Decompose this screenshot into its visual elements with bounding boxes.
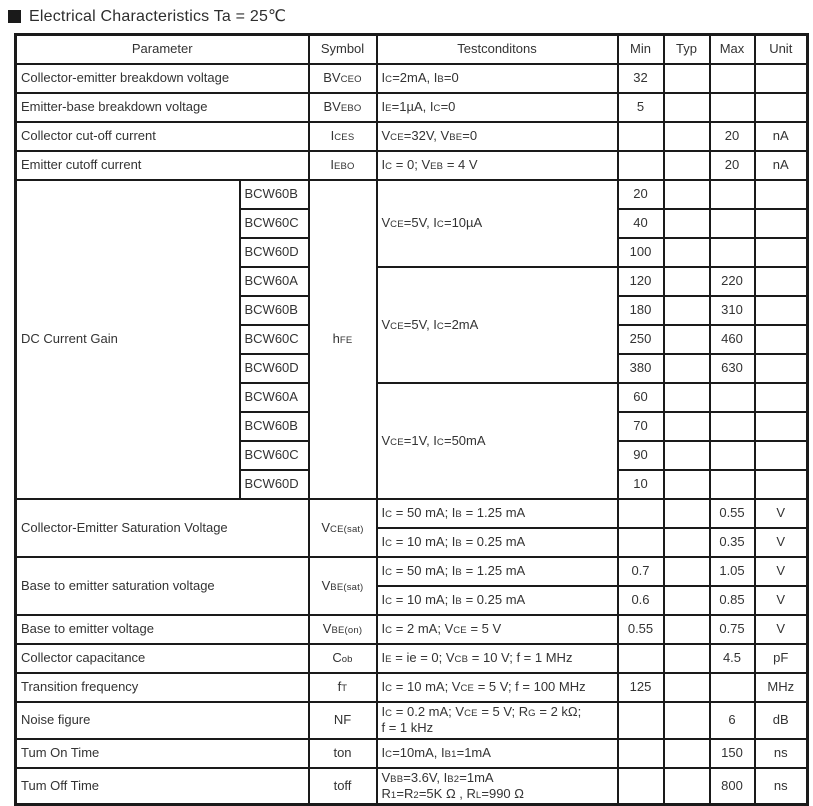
value-cell: 630 [710, 354, 755, 383]
column-header-symbol: Symbol [309, 35, 377, 65]
column-header-min: Min [618, 35, 664, 65]
value-cell [710, 93, 755, 122]
value-cell [664, 586, 710, 615]
value-cell: V [755, 499, 808, 528]
value-cell [664, 702, 710, 739]
filled-square-icon [8, 10, 21, 23]
value-cell: 800 [710, 768, 755, 805]
value-cell: 70 [618, 412, 664, 441]
symbol-cell: VCE(sat) [309, 499, 377, 557]
value-cell: 120 [618, 267, 664, 296]
table-row [16, 122, 808, 151]
value-cell [664, 151, 710, 180]
symbol-cell: fT [309, 673, 377, 702]
value-cell [710, 180, 755, 209]
value-cell [710, 209, 755, 238]
column-header-max: Max [710, 35, 755, 65]
subscript: BE(on) [331, 625, 363, 637]
subscript: CE [390, 436, 404, 448]
subscript: CE [390, 320, 404, 332]
value-cell [710, 470, 755, 499]
test-condition-cell: IC = 0; VEB = 4 V [377, 151, 618, 180]
value-cell: 0.35 [710, 528, 755, 557]
value-cell: ns [755, 768, 808, 805]
subscript: CB [454, 654, 469, 666]
symbol-cell: ICES [309, 122, 377, 151]
table-row [16, 557, 808, 586]
subscript: G [528, 708, 536, 719]
subscript: EB [430, 161, 444, 173]
subscript: C [385, 538, 393, 550]
parameter-cell: Emitter-base breakdown voltage [16, 93, 309, 122]
value-cell: V [755, 528, 808, 557]
value-cell [618, 739, 664, 768]
test-condition-cell: IC = 10 mA; IB = 0.25 mA [377, 528, 618, 557]
parameter-cell: Collector-Emitter Saturation Voltage [16, 499, 309, 557]
value-cell [664, 644, 710, 673]
value-cell [618, 644, 664, 673]
value-cell [664, 768, 710, 805]
table-row [16, 702, 808, 739]
value-cell: 0.55 [710, 499, 755, 528]
subscript: CE [453, 625, 467, 637]
value-cell: V [755, 586, 808, 615]
value-cell: 1.05 [710, 557, 755, 586]
section-title [0, 0, 813, 30]
test-condition-cell: IC=10mA, IB1=1mA [377, 739, 618, 768]
value-cell [755, 383, 808, 412]
parameter-cell: Base to emitter saturation voltage [16, 557, 309, 615]
parameter-cell: Tum On Time [16, 739, 309, 768]
section-title-text: Electrical Characteristics Ta = 25℃ [29, 8, 287, 25]
table-row [16, 739, 808, 768]
symbol-cell: ton [309, 739, 377, 768]
value-cell [664, 441, 710, 470]
table-row [16, 673, 808, 702]
value-cell: 100 [618, 238, 664, 267]
value-cell [664, 238, 710, 267]
symbol-cell: BVCEO [309, 64, 377, 93]
value-cell [664, 412, 710, 441]
value-cell: 20 [618, 180, 664, 209]
value-cell: 310 [710, 296, 755, 325]
value-cell [664, 296, 710, 325]
test-condition-cell: IE = ie = 0; VCB = 10 V; f = 1 MHz [377, 644, 618, 673]
value-cell [710, 441, 755, 470]
value-cell: 90 [618, 441, 664, 470]
test-condition-cell: IE=1µA, IC=0 [377, 93, 618, 122]
test-condition-cell: VCE=5V, IC=2mA [377, 267, 618, 383]
symbol-cell: hFE [309, 180, 377, 499]
value-cell: 20 [710, 151, 755, 180]
value-cell [664, 209, 710, 238]
symbol-cell: NF [309, 702, 377, 739]
table-row [16, 180, 808, 209]
value-cell [664, 354, 710, 383]
table-row [16, 64, 808, 93]
value-cell [755, 354, 808, 383]
value-cell [755, 64, 808, 93]
subscript: ob [341, 654, 353, 666]
value-cell: 10 [618, 470, 664, 499]
value-cell [618, 499, 664, 528]
value-cell [755, 470, 808, 499]
value-cell [618, 122, 664, 151]
table-row [16, 151, 808, 180]
subscript: CES [334, 132, 355, 144]
test-condition-cell: VBB=3.6V, IB2=1mA R1=R2=5K Ω , RL=990 Ω [377, 768, 618, 805]
parameter-cell: DC Current Gain [16, 180, 240, 499]
subscript: CE [460, 683, 475, 695]
subscript: BB [390, 773, 404, 785]
value-cell: 6 [710, 702, 755, 739]
test-condition-cell: IC = 0.2 mA; VCE = 5 V; RG = 2 kΩ; f = 1 kHz [377, 702, 618, 739]
subscript: E [385, 103, 392, 115]
subscript: 1 [390, 789, 397, 801]
value-cell: 0.55 [618, 615, 664, 644]
subscript: 2 [413, 789, 419, 801]
value-cell: 5 [618, 93, 664, 122]
device-type-cell: BCW60B [240, 412, 309, 441]
subscript: BE [449, 132, 463, 144]
value-cell: nA [755, 122, 808, 151]
subscript: C [385, 683, 393, 695]
parameter-cell: Emitter cutoff current [16, 151, 309, 180]
test-condition-cell: VCE=1V, IC=50mA [377, 383, 618, 499]
table-row [16, 615, 808, 644]
symbol-cell: Cob [309, 644, 377, 673]
test-condition-cell: IC = 50 mA; IB = 1.25 mA [377, 499, 618, 528]
device-type-cell: BCW60D [240, 238, 309, 267]
table-body [16, 64, 808, 805]
symbol-cell: toff [309, 768, 377, 805]
value-cell: 220 [710, 267, 755, 296]
value-cell [664, 93, 710, 122]
value-cell: 32 [618, 64, 664, 93]
subscript: EBO [333, 161, 355, 173]
value-cell: 0.75 [710, 615, 755, 644]
parameter-cell: Collector capacitance [16, 644, 309, 673]
subscript: C [436, 436, 444, 448]
test-condition-cell: VCE=32V, VBE=0 [377, 122, 618, 151]
value-cell: 4.5 [710, 644, 755, 673]
value-cell [755, 180, 808, 209]
table-row [16, 644, 808, 673]
value-cell [618, 151, 664, 180]
value-cell: 460 [710, 325, 755, 354]
electrical-characteristics-table [14, 33, 809, 806]
value-cell [618, 528, 664, 557]
parameter-cell: Noise figure [16, 702, 309, 739]
subscript: E [385, 654, 392, 666]
value-cell [664, 180, 710, 209]
value-cell: 0.85 [710, 586, 755, 615]
subscript: B2 [447, 773, 460, 785]
value-cell [710, 412, 755, 441]
value-cell [664, 325, 710, 354]
value-cell [664, 383, 710, 412]
subscript: B [455, 596, 462, 608]
subscript: CE [390, 219, 404, 231]
column-header-parameter: Parameter [16, 35, 309, 65]
subscript: CE(sat) [330, 523, 364, 535]
table-row [16, 93, 808, 122]
symbol-cell: BVEBO [309, 93, 377, 122]
value-cell: 0.6 [618, 586, 664, 615]
subscript: CE [464, 708, 478, 719]
value-cell [755, 412, 808, 441]
value-cell: V [755, 615, 808, 644]
value-cell [755, 296, 808, 325]
subscript: C [385, 596, 393, 608]
value-cell: 60 [618, 383, 664, 412]
subscript: B [455, 509, 462, 521]
subscript: B [437, 74, 444, 86]
value-cell [710, 673, 755, 702]
value-cell: 0.7 [618, 557, 664, 586]
value-cell [664, 528, 710, 557]
value-cell [664, 470, 710, 499]
value-cell: dB [755, 702, 808, 739]
table-row [16, 768, 808, 805]
value-cell: 150 [710, 739, 755, 768]
symbol-cell: VBE(on) [309, 615, 377, 644]
parameter-cell: Tum Off Time [16, 768, 309, 805]
value-cell [755, 209, 808, 238]
subscript: C [385, 161, 393, 173]
device-type-cell: BCW60B [240, 296, 309, 325]
value-cell [664, 739, 710, 768]
value-cell: 125 [618, 673, 664, 702]
device-type-cell: BCW60C [240, 441, 309, 470]
value-cell [755, 93, 808, 122]
value-cell: 380 [618, 354, 664, 383]
subscript: FE [339, 335, 353, 347]
parameter-cell: Collector cut-off current [16, 122, 309, 151]
subscript: C [385, 708, 393, 719]
subscript: B [455, 567, 462, 579]
value-cell: V [755, 557, 808, 586]
test-condition-cell: IC = 2 mA; VCE = 5 V [377, 615, 618, 644]
table-row [16, 499, 808, 528]
symbol-cell: IEBO [309, 151, 377, 180]
value-cell [664, 267, 710, 296]
subscript: CEO [340, 74, 362, 86]
subscript: T [341, 683, 348, 695]
device-type-cell: BCW60C [240, 209, 309, 238]
value-cell: MHz [755, 673, 808, 702]
parameter-cell: Collector-emitter breakdown voltage [16, 64, 309, 93]
symbol-cell: VBE(sat) [309, 557, 377, 615]
value-cell [618, 702, 664, 739]
column-header-unit: Unit [755, 35, 808, 65]
value-cell: 180 [618, 296, 664, 325]
subscript: L [475, 789, 482, 801]
subscript: C [385, 625, 393, 637]
parameter-cell: Transition frequency [16, 673, 309, 702]
value-cell [710, 64, 755, 93]
value-cell [664, 64, 710, 93]
test-condition-cell: IC = 10 mA; IB = 0.25 mA [377, 586, 618, 615]
subscript: C [385, 74, 393, 86]
value-cell [664, 122, 710, 151]
subscript: B [455, 538, 462, 550]
test-condition-cell: IC=2mA, IB=0 [377, 64, 618, 93]
value-cell [664, 557, 710, 586]
subscript: C [433, 103, 441, 115]
table-header-row [16, 35, 808, 65]
value-cell: nA [755, 151, 808, 180]
test-condition-cell: VCE=5V, IC=10µA [377, 180, 618, 267]
subscript: C [436, 320, 444, 332]
subscript: EBO [340, 103, 362, 115]
test-condition-cell: IC = 50 mA; IB = 1.25 mA [377, 557, 618, 586]
subscript: CE [390, 132, 404, 144]
value-cell: 20 [710, 122, 755, 151]
subscript: C [385, 509, 393, 521]
value-cell: 40 [618, 209, 664, 238]
device-type-cell: BCW60C [240, 325, 309, 354]
value-cell [618, 768, 664, 805]
device-type-cell: BCW60A [240, 267, 309, 296]
device-type-cell: BCW60B [240, 180, 309, 209]
parameter-cell: Base to emitter voltage [16, 615, 309, 644]
value-cell [664, 615, 710, 644]
value-cell: 250 [618, 325, 664, 354]
device-type-cell: BCW60D [240, 354, 309, 383]
value-cell [710, 383, 755, 412]
test-condition-cell: IC = 10 mA; VCE = 5 V; f = 100 MHz [377, 673, 618, 702]
subscript: BE(sat) [330, 581, 364, 593]
value-cell: pF [755, 644, 808, 673]
value-cell [755, 238, 808, 267]
value-cell [755, 325, 808, 354]
value-cell [664, 499, 710, 528]
value-cell: ns [755, 739, 808, 768]
subscript: C [385, 567, 393, 579]
subscript: C [385, 748, 393, 760]
subscript: C [436, 219, 444, 231]
value-cell [755, 441, 808, 470]
subscript: B1 [444, 748, 457, 760]
value-cell [664, 673, 710, 702]
device-type-cell: BCW60A [240, 383, 309, 412]
column-header-testconditons: Testconditons [377, 35, 618, 65]
device-type-cell: BCW60D [240, 470, 309, 499]
value-cell [755, 267, 808, 296]
column-header-typ: Typ [664, 35, 710, 65]
value-cell [710, 238, 755, 267]
